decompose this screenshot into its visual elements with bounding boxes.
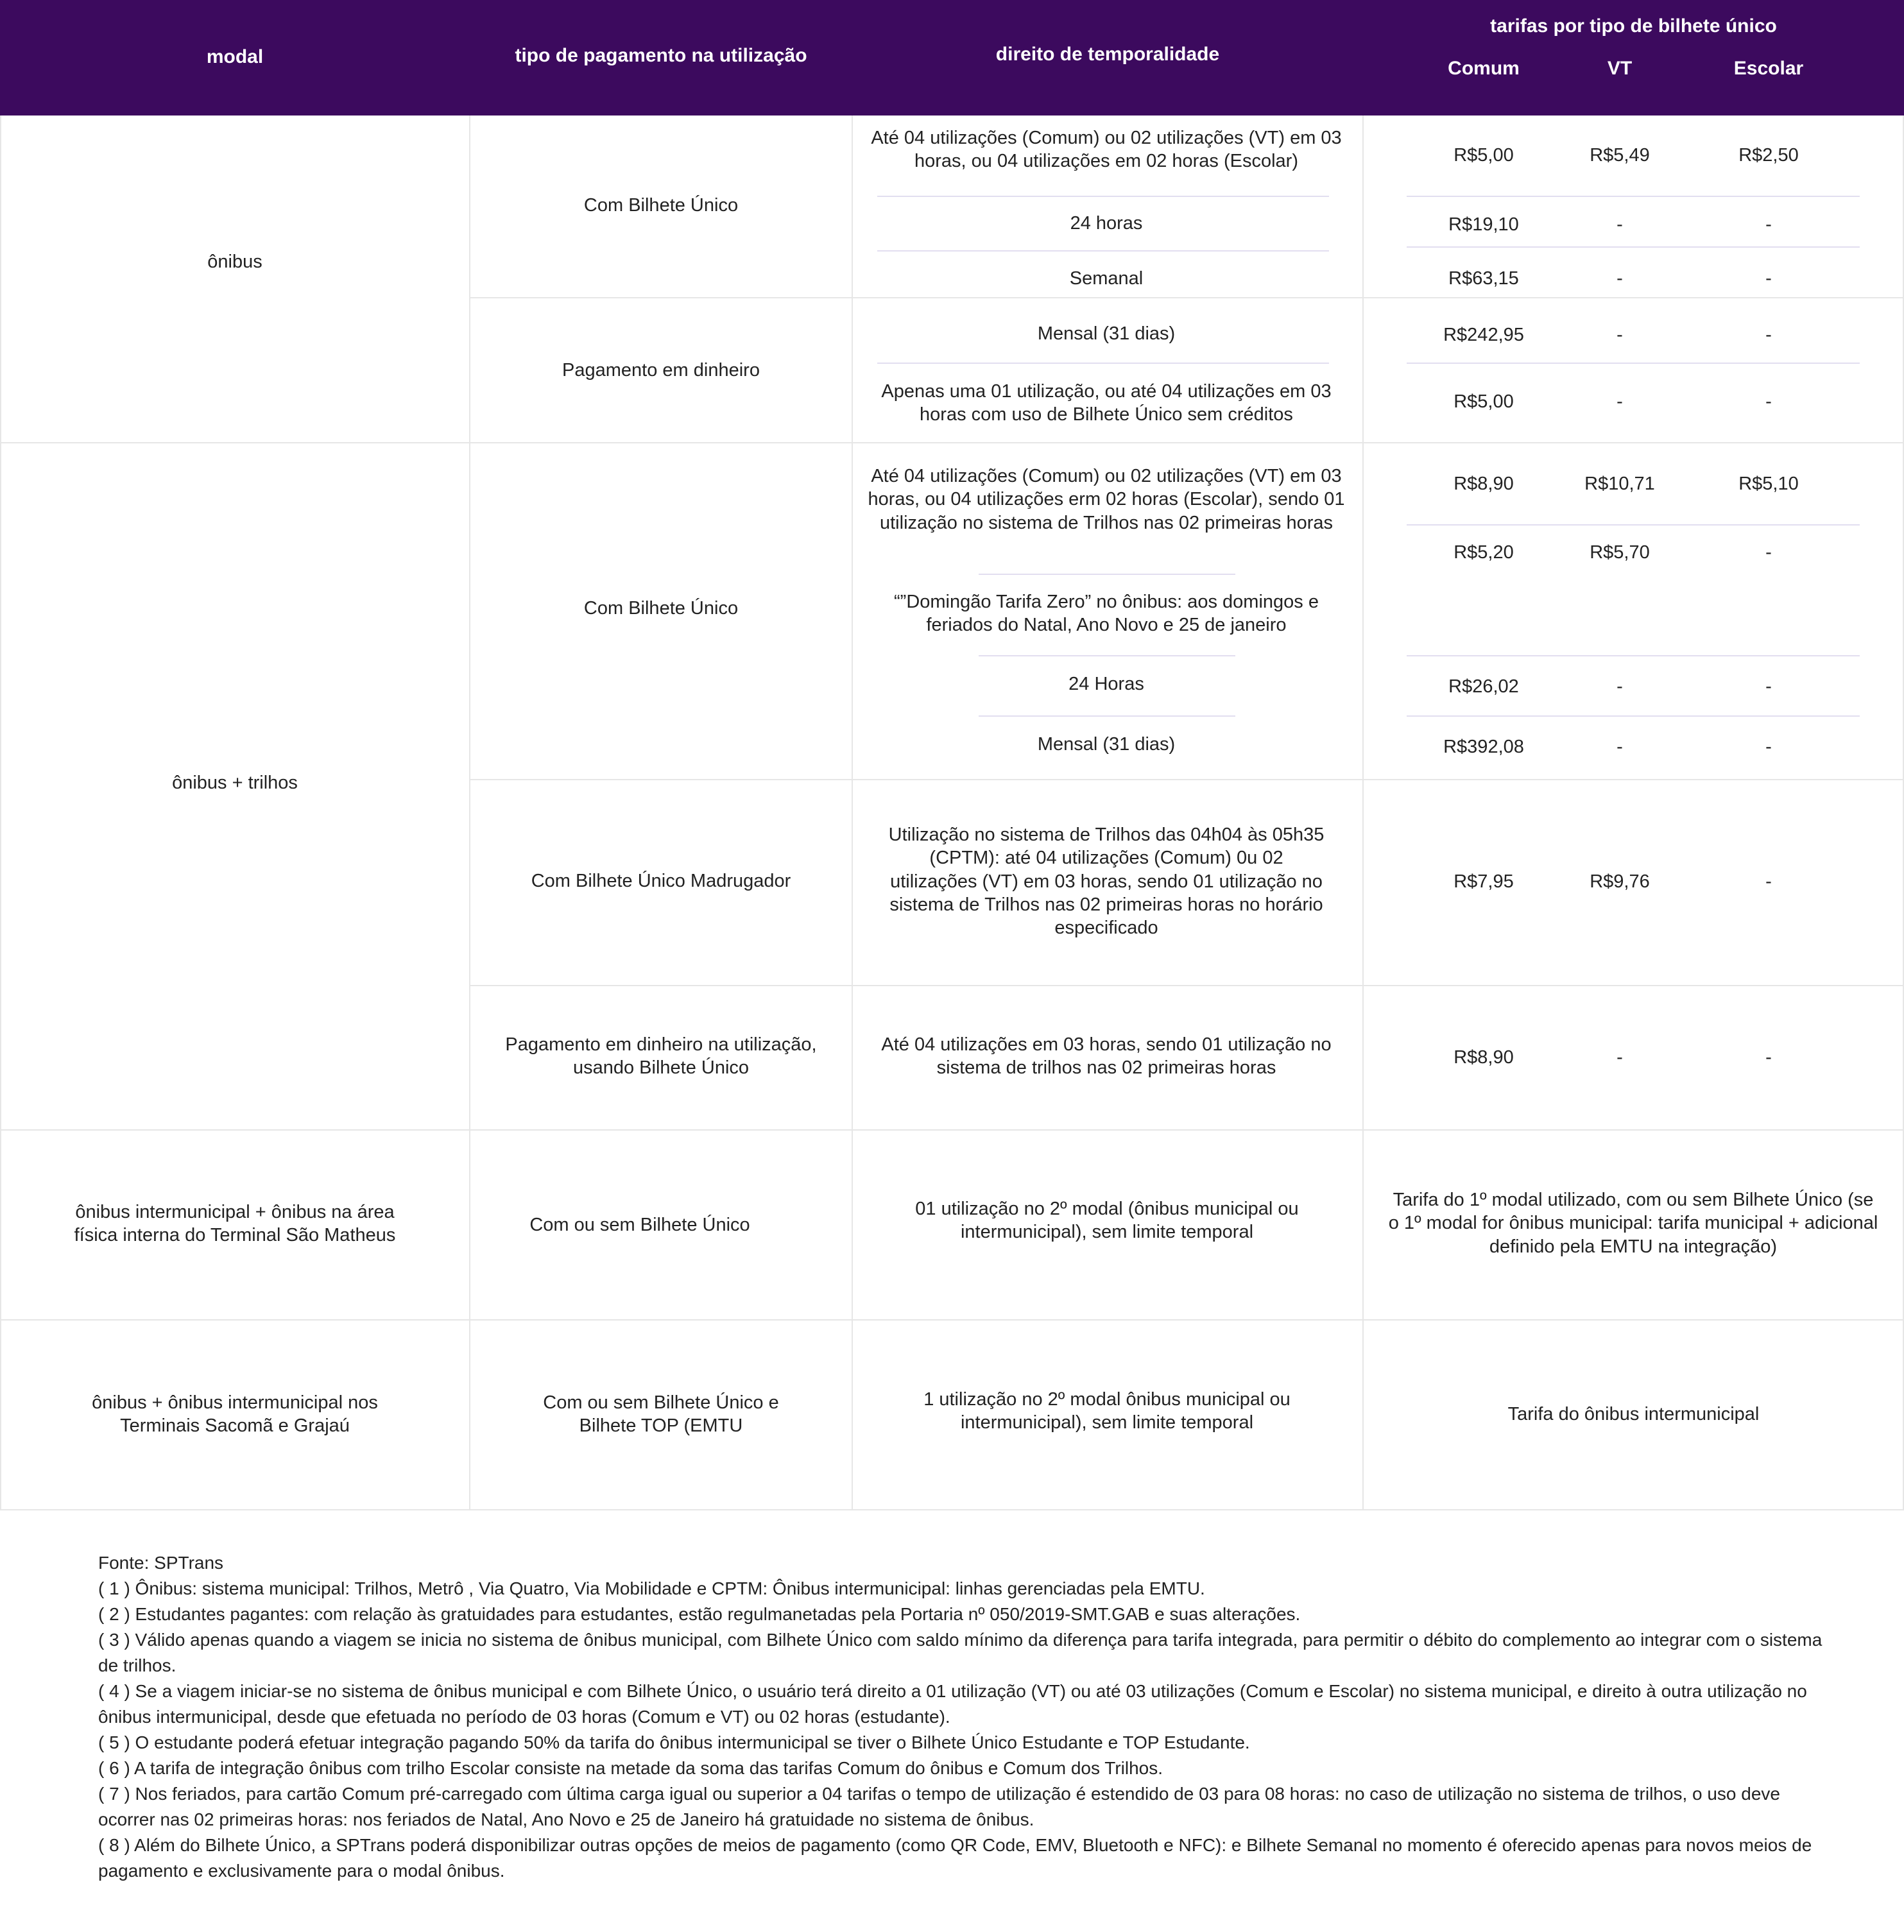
direito-cell: Até 04 utilizações (Comum) ou 02 utilizações (VT) em 03 horas, ou 04 utilizações erm 02 horas (Escolar), sendo 01 utilização no sistema de Trilhos nas 02 primeiras horas	[868, 466, 1345, 533]
tarifa-escolar: -	[1765, 676, 1772, 697]
direito-cell: 1 utilização no 2º modal ônibus municipal ou intermunicipal), sem limite temporal	[923, 1389, 1291, 1433]
tarifa-vt: -	[1617, 268, 1623, 289]
tarifa-vt: -	[1617, 325, 1623, 345]
direito-cell: 01 utilização no 2º modal (ônibus municipal ou intermunicipal), sem limite temporal	[915, 1199, 1299, 1243]
grid-line	[0, 1319, 1904, 1321]
grid-line	[469, 115, 470, 1510]
row-separator	[1407, 524, 1860, 526]
footnote: ( 1 ) Ônibus: sistema municipal: Trilhos, Metrô , Via Quatro, Via Mobilidade e CPTM: Ônibus intermunicipal: linhas gerenciadas pela EMTU.	[98, 1578, 1205, 1598]
header-direito-temporalidade: direito de temporalidade	[995, 44, 1220, 65]
row-separator	[979, 715, 1235, 717]
grid-line	[0, 115, 1, 1510]
direito-cell: Mensal (31 dias)	[1037, 734, 1176, 755]
pagamento-dinheiro: Pagamento em dinheiro	[562, 360, 760, 380]
footnote: ( 7 ) Nos feriados, para cartão Comum pré-carregado com última carga igual ou superior a 04 tarifas o tempo de utilização é estendido de 03 para 08 horas: no caso de utilização no sistema de trilhos, o uso deve ocorrer nas 02 primeiras horas: nos feriados de Natal, Ano Novo e 25 de Janeiro há gratuidade no sistema de ônibus.	[98, 1784, 1780, 1829]
tarifa-vt: R$9,76	[1590, 871, 1650, 892]
header-tarifas: tarifas por tipo de bilhete único	[1490, 15, 1777, 37]
grid-line	[470, 779, 1904, 780]
tarifa-vt: -	[1617, 1047, 1623, 1068]
direito-cell: “”Domingão Tarifa Zero” no ônibus: aos domingos e feriados do Natal, Ano Novo e 25 de janeiro	[894, 592, 1319, 636]
row-separator	[1407, 715, 1860, 717]
pagamento-com-ou-sem: Com ou sem Bilhete Único	[529, 1215, 750, 1235]
tarifa-escolar: -	[1765, 871, 1772, 892]
row-separator	[1407, 655, 1860, 656]
row-separator	[1407, 246, 1860, 248]
pagamento-dinheiro-bilhete: Pagamento em dinheiro na utilização, usando Bilhete Único	[505, 1034, 817, 1079]
grid-line	[0, 1509, 1904, 1510]
tarifa-escolar: -	[1765, 542, 1772, 563]
header-tipo-pagamento: tipo de pagamento na utilização	[515, 45, 807, 66]
modal-onibus-trilhos: ônibus + trilhos	[172, 773, 298, 793]
direito-cell: 24 horas	[1070, 213, 1143, 234]
footnotes	[98, 1550, 1831, 1884]
direito-cell: Apenas uma 01 utilização, ou até 04 utilizações em 03 horas com uso de Bilhete Único sem créditos	[881, 381, 1332, 425]
grid-line	[1362, 115, 1364, 1510]
direito-cell: Até 04 utilizações em 03 horas, sendo 01 utilização no sistema de trilhos nas 02 primeiras horas	[881, 1034, 1332, 1079]
tarifa-escolar: -	[1765, 325, 1772, 345]
grid-line	[0, 1129, 1904, 1131]
tarifa-comum: R$19,10	[1448, 214, 1519, 235]
tarifa-comum: R$26,02	[1448, 676, 1519, 697]
direito-cell: Até 04 utilizações (Comum) ou 02 utilizações (VT) em 03 horas, ou 04 utilizações em 02 horas (Escolar)	[871, 128, 1342, 172]
footnote: ( 3 ) Válido apenas quando a viagem se inicia no sistema de ônibus municipal, com Bilhete Único com saldo mínimo da diferença para tarifa integrada, para permitir o débito do complemento ao integrar com o sistema de trilhos.	[98, 1630, 1823, 1675]
tarifa-escolar: R$2,50	[1738, 145, 1799, 166]
pagamento-com-ou-sem-top: Com ou sem Bilhete Único e Bilhete TOP (EMTU	[543, 1392, 779, 1437]
tarifa-comum: R$63,15	[1448, 268, 1519, 289]
tarifa-comum: R$8,90	[1454, 1047, 1514, 1068]
footnote: ( 5 ) O estudante poderá efetuar integração pagando 50% da tarifa do ônibus intermunicipal se tiver o Bilhete Único Estudante e TOP Estudante.	[98, 1732, 1250, 1752]
modal-onibus: ônibus	[207, 252, 262, 272]
tarifa-escolar: -	[1765, 268, 1772, 289]
tarifa-escolar: R$5,10	[1738, 474, 1799, 494]
pagamento-madrugador: Com Bilhete Único Madrugador	[531, 871, 791, 891]
direito-cell: Utilização no sistema de Trilhos das 04h04 às 05h35 (CPTM): até 04 utilizações (Comum) 0u 02 utilizações (VT) em 03 horas, sendo 01 utilização no sistema de Trilhos nas 02 primeiras horas no horário especificado	[888, 825, 1325, 938]
header-comum: Comum	[1448, 58, 1520, 79]
row-separator	[979, 574, 1235, 575]
direito-cell: 24 Horas	[1068, 674, 1144, 694]
tarifa-vt: R$5,70	[1590, 542, 1650, 563]
tarifa-vt: -	[1617, 737, 1623, 757]
tarifa-comum: R$392,08	[1443, 737, 1524, 757]
row-separator	[1407, 196, 1860, 197]
tarifa-comum: R$8,90	[1454, 474, 1514, 494]
modal-intermunicipal-sao-matheus: ônibus intermunicipal + ônibus na área física interna do Terminal São Matheus	[74, 1202, 396, 1246]
tarifa-escolar: -	[1765, 214, 1772, 235]
footnote: ( 2 ) Estudantes pagantes: com relação às gratuidades para estudantes, estão regulmanetadas pela Portaria nº 050/2019-SMT.GAB e suas alterações.	[98, 1604, 1301, 1624]
tarifa-comum: R$5,20	[1454, 542, 1514, 563]
header-modal: modal	[206, 46, 264, 67]
tarifa-comum: R$242,95	[1443, 325, 1524, 345]
header-escolar: Escolar	[1733, 58, 1804, 79]
tarifa-vt: R$5,49	[1590, 145, 1650, 166]
grid-line	[470, 985, 1904, 986]
footnote: ( 4 ) Se a viagem iniciar-se no sistema de ônibus municipal e com Bilhete Único, o usuário terá direito a 01 utilização (VT) ou até 03 utilizações (Comum e Escolar) no sistema municipal, e direito à outra utilização no ônibus intermunicipal, desde que efetuada no período de 03 horas (Comum e VT) ou 02 horas (estudante).	[98, 1681, 1807, 1727]
tarifa-vt: R$10,71	[1584, 474, 1655, 494]
tarifa-comum: R$5,00	[1454, 145, 1514, 166]
footnote: ( 6 ) A tarifa de integração ônibus com trilho Escolar consiste na metade da soma das tarifas Comum do ônibus e Comum dos Trilhos.	[98, 1758, 1163, 1778]
tarifa-escolar: -	[1765, 391, 1772, 412]
row-separator	[877, 363, 1329, 364]
tarifa-escolar: -	[1765, 737, 1772, 757]
tarifa-vt: -	[1617, 214, 1623, 235]
direito-cell: Mensal (31 dias)	[1037, 323, 1176, 344]
tarifa-vt: -	[1617, 676, 1623, 697]
direito-cell: Semanal	[1069, 268, 1144, 289]
header-vt: VT	[1607, 58, 1633, 79]
row-separator	[877, 250, 1329, 252]
row-separator	[1407, 363, 1860, 364]
tarifa-vt: -	[1617, 391, 1623, 412]
modal-sacoma-grajau: ônibus + ônibus intermunicipal nos Terminais Sacomã e Grajaú	[92, 1392, 378, 1437]
pagamento-bilhete-unico: Com Bilhete Único	[583, 598, 739, 619]
tarifa-intermunicipal-cell: Tarifa do 1º modal utilizado, com ou sem Bilhete Único (se o 1º modal for ônibus municipal: tarifa municipal + adicional definido pela EMTU na integração)	[1388, 1190, 1878, 1257]
tarifa-intermunicipal-cell: Tarifa do ônibus intermunicipal	[1507, 1404, 1760, 1424]
footnote-source: Fonte: SPTrans	[98, 1553, 224, 1573]
tarifa-comum: R$7,95	[1454, 871, 1514, 892]
grid-line	[470, 297, 1904, 298]
pagamento-bilhete-unico: Com Bilhete Único	[583, 195, 739, 216]
row-separator	[979, 655, 1235, 656]
grid-line	[0, 442, 1904, 443]
tarifa-comum: R$5,00	[1454, 391, 1514, 412]
footnote: ( 8 ) Além do Bilhete Único, a SPTrans poderá disponibilizar outras opções de meios de pagamento (como QR Code, EMV, Bluetooth e NFC): e Bilhete Semanal no momento é oferecido apenas para novos meios de pagamento e exclusivamente para o modal ônibus.	[98, 1835, 1812, 1881]
grid-line	[852, 115, 853, 1510]
tarifa-escolar: -	[1765, 1047, 1772, 1068]
row-separator	[877, 196, 1329, 197]
